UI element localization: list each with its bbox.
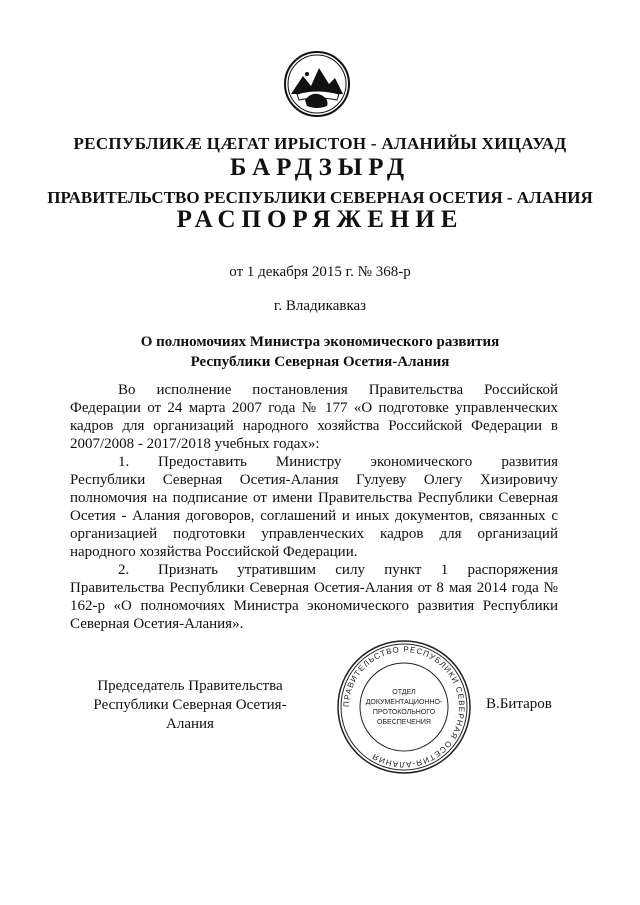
signatory-position	[70, 677, 310, 734]
header-ossetic-title: БАРДЗЫРД	[229, 154, 411, 181]
svg-text:ДОКУМЕНТАЦИОННО-: ДОКУМЕНТАЦИОННО-	[365, 699, 443, 706]
subject-line-2: Республики Северная Осетия-Алания	[190, 354, 450, 370]
body-item-2	[70, 561, 558, 633]
header-ossetic-line: РЕСПУБЛИКӔ ЦӔГАТ ИРЫСТОН - АЛАНИЙЫ ХИЦАУАД	[73, 134, 567, 153]
body-intro: Во исполнение постановления Правительства Российской Федерации от 24 марта 2007 года № 177 «О подготовке управленческих кадров для организаций народного хозяйства Российской Федерации в 2007/2008 - 2017/2018 учебных годах»:	[70, 382, 558, 452]
svg-text:ПРАВИТЕЛЬСТВО РЕСПУБЛИКИ СЕВЕР: ПРАВИТЕЛЬСТВО РЕСПУБЛИКИ СЕВЕРНАЯ ОСЕТИЯ-АЛАНИЯ	[341, 644, 467, 770]
body-item-1	[70, 453, 558, 561]
official-seal-stamp	[335, 638, 473, 776]
svg-text:ПРОТОКОЛЬНОГО: ПРОТОКОЛЬНОГО	[372, 709, 436, 716]
svg-text:ОБЕСПЕЧЕНИЯ: ОБЕСПЕЧЕНИЯ	[377, 719, 431, 726]
item-2-number: 2.	[118, 562, 130, 578]
item-1-number: 1.	[118, 454, 130, 470]
document-subject	[0, 332, 640, 372]
header-russian-title: РАСПОРЯЖЕНИЕ	[176, 206, 464, 233]
subject-line-1: О полномочиях Министра экономического развития	[140, 334, 500, 350]
coat-of-arms-emblem	[283, 50, 351, 118]
item-1-text: Предоставить Министру экономического развития Республики Северная Осетия-Алания Гулуеву Олегу Хизировичу полномочия на подписание от имени Правительства Республики Северная Осетия - Алания договоров, соглашений и иных документов, связанных с организацией подготовки управленческих кадров для организаций народного хозяйства Российской Федерации.	[70, 454, 558, 560]
item-2-text: Признать утратившим силу пункт 1 распоряжения Правительства Республики Северная Осетия-Алания от 8 мая 2014 года № 162-р «О полномочиях Министра экономического развития Республики Северная Осетия-Алания».	[70, 562, 558, 632]
signatory-name: В.Битаров	[486, 696, 552, 712]
svg-text:ОТДЕЛ: ОТДЕЛ	[392, 689, 416, 696]
signatory-position-line-2: Республики Северная Осетия-Алания	[93, 697, 287, 732]
header-russian-line: ПРАВИТЕЛЬСТВО РЕСПУБЛИКИ СЕВЕРНАЯ ОСЕТИЯ - АЛАНИЯ	[47, 188, 593, 207]
document-body	[70, 381, 558, 633]
document-city: г. Владикавказ	[273, 298, 367, 314]
document-date-number: от 1 декабря 2015 г. № 368-р	[229, 264, 411, 280]
signatory-position-line-1: Председатель Правительства	[97, 678, 283, 694]
